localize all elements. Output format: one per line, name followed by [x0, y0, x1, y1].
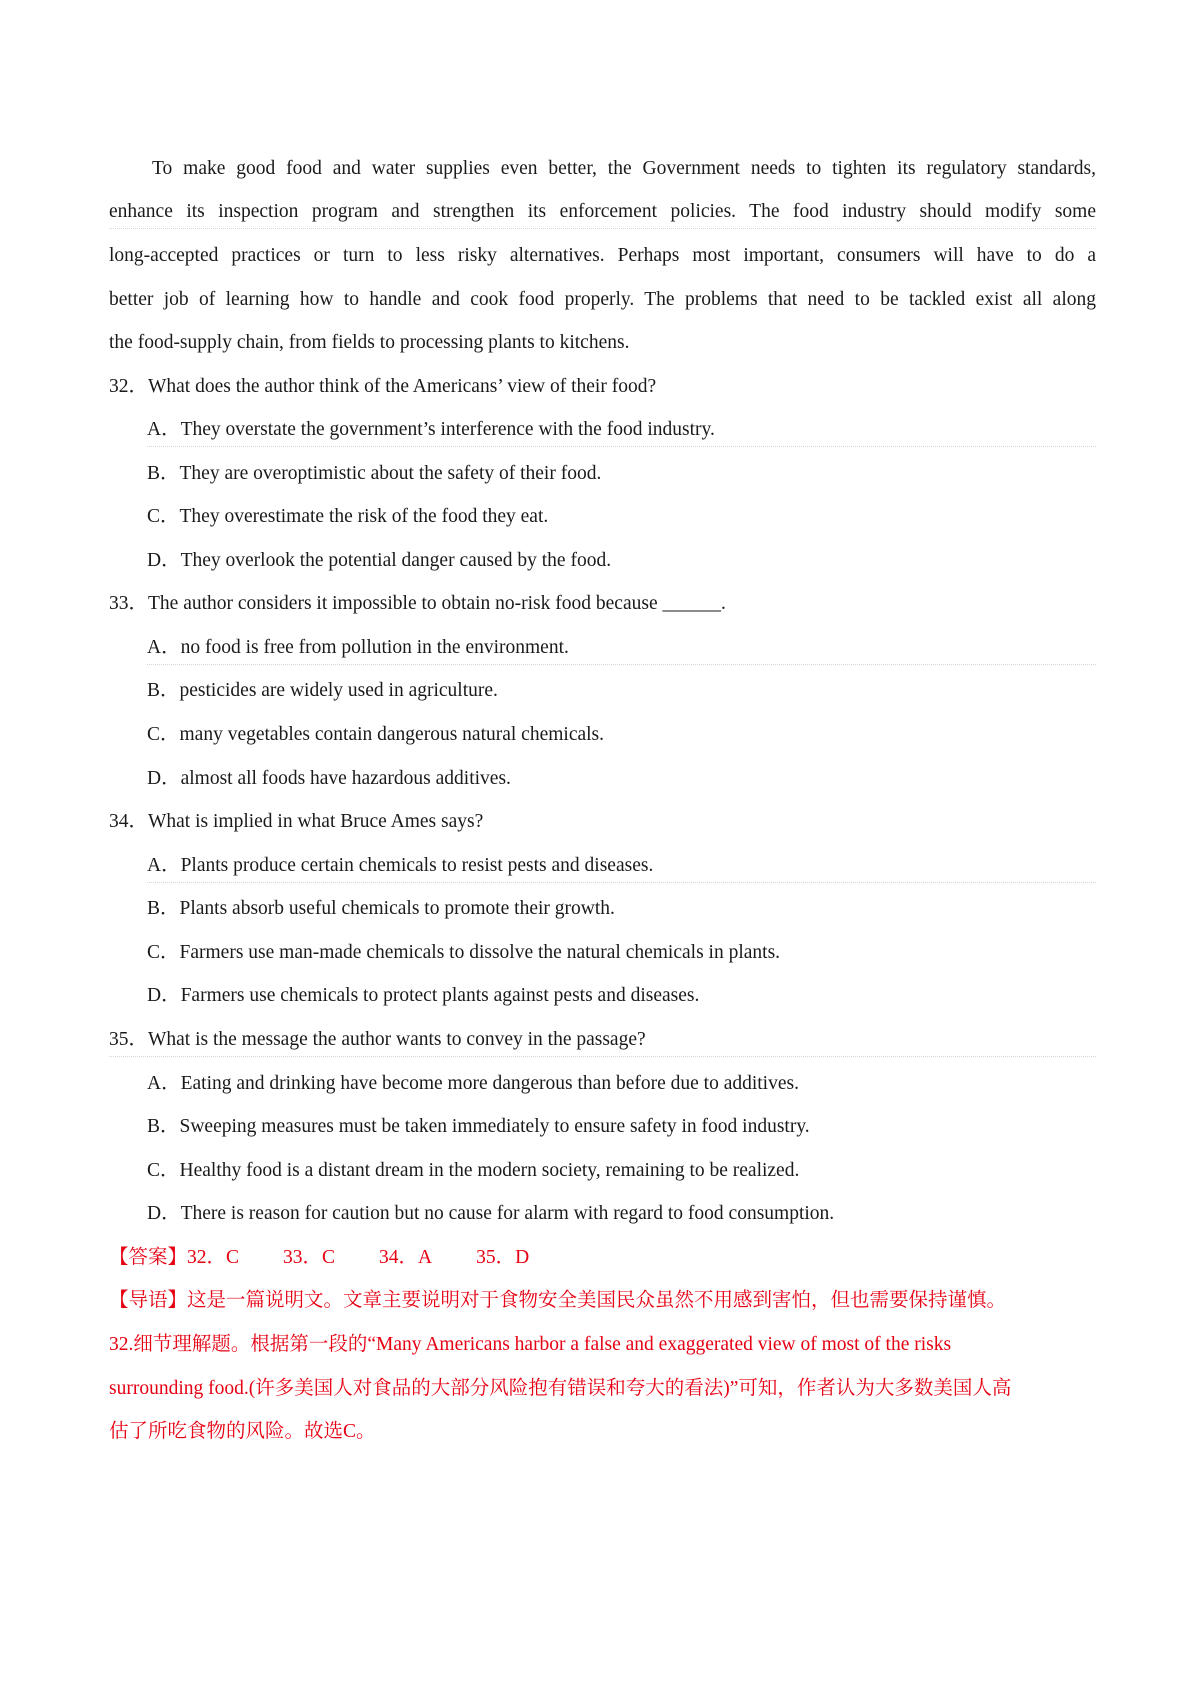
- passage-line-4: better job of learning how to handle and cook food properly. The problems that need to be tackled exist all along: [109, 289, 1096, 310]
- dotted-rule: [147, 664, 1096, 665]
- question-35-option-b: B．Sweeping measures must be taken immediately to ensure safety in food industry.: [147, 1116, 810, 1137]
- passage-line-3: long-accepted practices or turn to less risky alternatives. Perhaps most important, consumers will have to do a: [109, 245, 1096, 266]
- answer-label: 【答案】: [109, 1247, 188, 1268]
- question-34-option-a: A．Plants produce certain chemicals to resist pests and diseases.: [147, 855, 654, 876]
- question-32-option-c: C．They overestimate the risk of the food they eat.: [147, 506, 549, 527]
- question-35-option-c: C．Healthy food is a distant dream in the modern society, remaining to be realized.: [147, 1160, 800, 1181]
- question-33-option-b: B．pesticides are widely used in agriculture.: [147, 680, 498, 701]
- dotted-rule: [147, 882, 1096, 883]
- question-34-option-c: C．Farmers use man-made chemicals to dissolve the natural chemicals in plants.: [147, 942, 781, 963]
- question-33-option-a: A．no food is free from pollution in the environment.: [147, 637, 569, 658]
- answer-32: 32．C: [187, 1247, 240, 1268]
- question-33-option-c: C．many vegetables contain dangerous natural chemicals.: [147, 724, 605, 745]
- question-35-option-d: D．There is reason for caution but no cause for alarm with regard to food consumption.: [147, 1203, 835, 1224]
- passage-line-2: enhance its inspection program and strengthen its enforcement policies. The food industry should modify some: [109, 201, 1096, 222]
- question-34-option-b: B．Plants absorb useful chemicals to promote their growth.: [147, 898, 615, 919]
- question-34-option-d: D．Farmers use chemicals to protect plants against pests and diseases.: [147, 985, 700, 1006]
- analysis-line-3: 估了所吃食物的风险。故选C。: [109, 1421, 376, 1442]
- question-32-option-d: D．They overlook the potential danger caused by the food.: [147, 550, 612, 571]
- passage-line-1: To make good food and water supplies even better, the Government needs to tighten its regulatory standards,: [152, 158, 1096, 179]
- dotted-rule: [109, 228, 1096, 229]
- question-32-option-a: A．They overstate the government’s interference with the food industry.: [147, 419, 715, 440]
- passage-line-5: the food-supply chain, from fields to processing plants to kitchens.: [109, 332, 630, 353]
- dotted-rule: [109, 1056, 1096, 1057]
- question-35-stem: 35．What is the message the author wants to convey in the passage?: [109, 1029, 646, 1050]
- question-33-stem: 33．The author considers it impossible to obtain no-risk food because ______.: [109, 593, 726, 614]
- dotted-rule: [147, 446, 1096, 447]
- question-35-option-a: A．Eating and drinking have become more dangerous than before due to additives.: [147, 1073, 799, 1094]
- answer-33: 33．C: [283, 1247, 336, 1268]
- analysis-line-1: 32.细节理解题。根据第一段的“Many Americans harbor a false and exaggerated view of most of the risks: [109, 1334, 952, 1355]
- answer-34: 34．A: [379, 1247, 433, 1268]
- guide-label: 【导语】: [109, 1290, 188, 1311]
- question-33-option-d: D．almost all foods have hazardous additives.: [147, 768, 511, 789]
- answer-35: 35．D: [476, 1247, 530, 1268]
- question-34-stem: 34．What is implied in what Bruce Ames says?: [109, 811, 484, 832]
- question-32-option-b: B．They are overoptimistic about the safety of their food.: [147, 463, 602, 484]
- guide: [109, 1288, 1096, 1314]
- guide-text: 这是一篇说明文。文章主要说明对于食物安全美国民众虽然不用感到害怕，但也需要保持谨慎。: [187, 1290, 1007, 1311]
- analysis-line-2: surrounding food.(许多美国人对食品的大部分风险抱有错误和夸大的看法)”可知，作者认为大多数美国人高: [109, 1378, 1012, 1399]
- question-32-stem: 32．What does the author think of the Americans’ view of their food?: [109, 376, 657, 397]
- answer-key: [109, 1245, 1096, 1271]
